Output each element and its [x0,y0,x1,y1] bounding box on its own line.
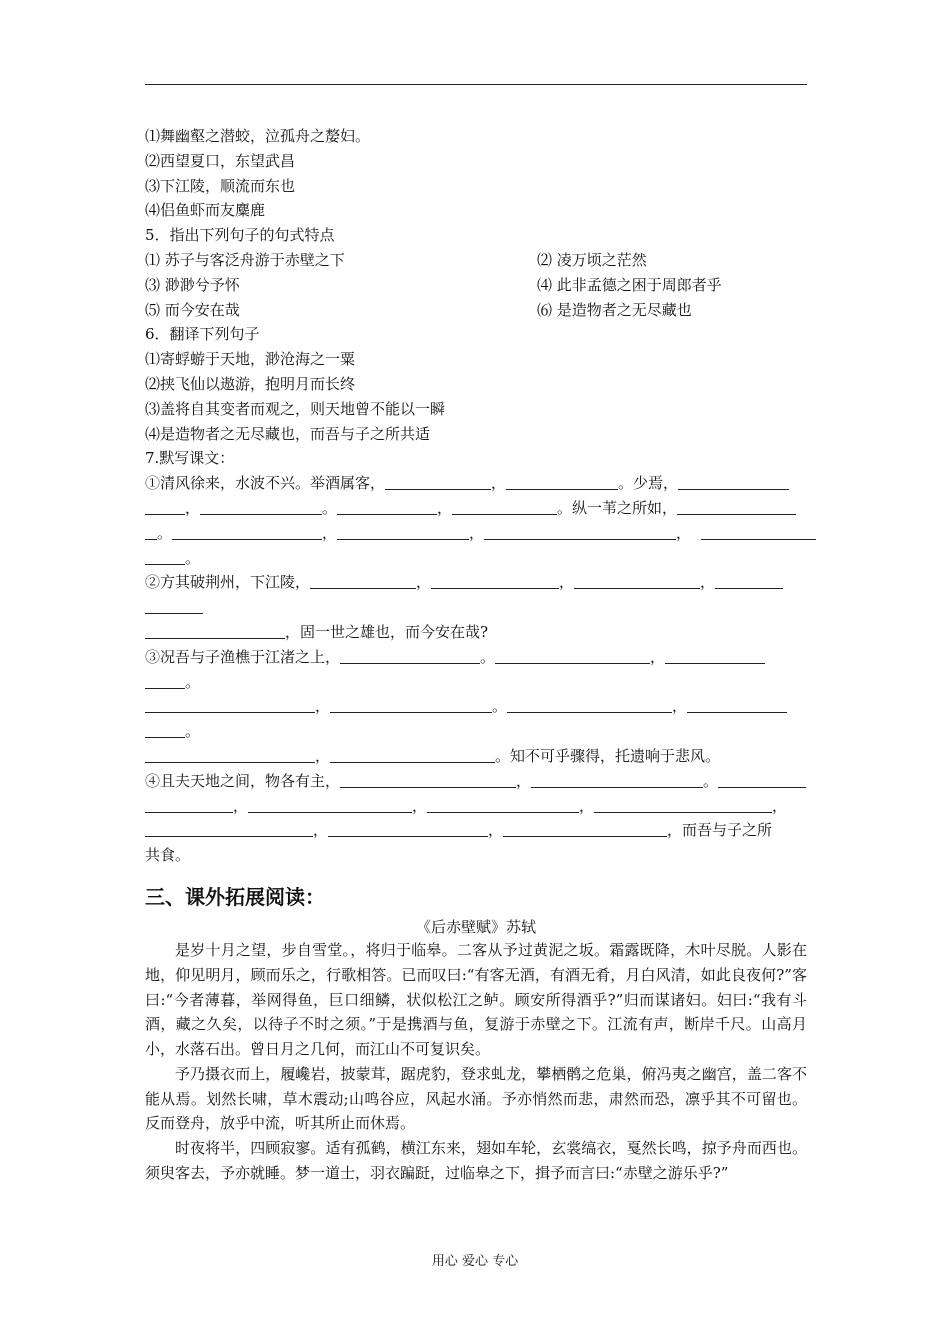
q7-p2-end: ，固一世之雄也，而今安在哉? [285,622,489,641]
blank[interactable] [248,795,412,813]
q7-p3-line1: ③况吾与子渔樵于江渚之上， 。 ， [145,645,807,670]
q7-p1-line2: ， 。 ， 。纵一苇之所如， [145,496,807,521]
q7-p1-line1: ①清风徐来，水波不兴。举酒属客， ， 。少焉， [145,471,807,496]
blank[interactable] [145,819,313,837]
blank[interactable] [145,695,315,713]
blank[interactable] [200,497,322,515]
q7-p4-end: ，而吾与子之所 [667,821,773,840]
q4-item: ⑴舞幽壑之潜蛟，泣孤舟之嫠妇。 [145,127,371,145]
page-footer: 用心 爱心 专心 [431,1254,519,1269]
q7-p2-line1: ②方其破荆州，下江陵， ， ， ， [145,570,807,595]
page-content [145,124,807,1186]
blank[interactable] [484,522,676,540]
section-title: 三、课外拓展阅读： [145,884,325,909]
blank[interactable] [718,770,806,788]
blank[interactable] [337,497,437,515]
q7-p4-line1: ④且夫天地之间，物各有主， ， 。 [145,769,807,794]
q7-p4-line2: ， ， ， ， [145,794,807,819]
blank[interactable] [427,795,579,813]
q7-p1-mid: 。少焉， [618,474,679,493]
q7-p2-start: ②方其破荆州，下江陵， [145,573,311,592]
blank[interactable] [495,646,650,664]
blank[interactable] [145,596,203,614]
q5-item: ⑸ 而今安在哉 [145,300,240,319]
blank[interactable] [385,472,491,490]
q7-p3-line2: 。 [145,670,807,695]
blank[interactable] [452,497,557,515]
q7-p1-line3: 。 ， ， ， [145,521,807,546]
q7-p4-line3: ， ， ，而吾与子之所 [145,818,807,843]
blank[interactable] [145,497,185,515]
blank[interactable] [145,795,233,813]
q5-row [145,248,807,273]
blank[interactable] [701,522,816,540]
q5-row [145,298,807,323]
blank[interactable] [431,571,559,589]
blank[interactable] [340,770,516,788]
reading-paragraph: 是岁十月之望，步自雪堂。，将归于临皋。二客从予过黄泥之坂。霜露既降，木叶尽脱。人影在地，仰见明月，顾而乐之，行歌相答。已而叹曰:“有客无酒，有酒无肴，月白风清，如此良夜何?”客曰:“今者薄暮，举网得鱼，巨口细鳞，状似松江之鲈。顾安所得酒乎?”归而谋诸妇。妇曰:“我有斗酒，藏之久矣，以待子不时之须。”于是携酒与鱼，复游于赤壁之下。江流有声，断岸千尺。山高月小，水落石出。曾日月之几何，而江山不可复识矣。 [145,940,807,1059]
q7-p4-line4: 共食。 [145,846,191,865]
q7-p4-start: ④且夫天地之间，物各有主， [145,771,341,790]
blank[interactable] [665,646,765,664]
blank[interactable] [172,522,322,540]
blank[interactable] [337,522,469,540]
q7-p3-end: 。知不可乎骤得，托遗响于悲风。 [495,746,721,765]
q6-item: ⑴寄蜉蝣于天地，渺沧海之一粟 [145,350,356,369]
blank[interactable] [145,671,185,689]
reading-title: 《后赤壁赋》苏轼 [415,917,536,936]
blank[interactable] [340,646,480,664]
header-rule [145,84,807,85]
q6-item: ⑵挟飞仙以遨游，抱明月而长终 [145,374,356,393]
q5-item: ⑷ 此非孟德之困于周郎者乎 [537,275,722,294]
q5-item: ⑶ 渺渺兮予怀 [145,275,240,294]
blank[interactable] [145,745,315,763]
q5-item: ⑴ 苏子与客泛舟游于赤壁之下 [145,250,345,269]
q6-item: ⑶盖将自其变者而观之，则天地曾不能以一瞬 [145,399,446,418]
q4-item: ⑶下江陵，顺流而东也 [145,176,296,195]
q6-item: ⑷是造物者之无尽藏也，而吾与子之所共适 [145,424,431,443]
q4-item: ⑵西望夏口，东望武昌 [145,151,296,170]
blank[interactable] [330,695,492,713]
blank[interactable] [328,819,488,837]
blank[interactable] [330,745,495,763]
blank[interactable] [531,770,703,788]
blank[interactable] [678,472,789,490]
q7-p1-mid2: 。纵一苇之所如， [557,498,678,517]
q7-p1-line4: 。 [145,546,807,571]
blank[interactable] [507,695,672,713]
q5-item: ⑵ 凌万顷之茫然 [537,250,647,269]
q7-p3-start: ③况吾与子渔樵于江渚之上， [145,647,341,666]
q7-p3-line3: ， 。 ， [145,694,807,719]
q7-title: 7.默写课文： [145,449,235,468]
reading-paragraph: 予乃摄衣而上，履巉岩，披蒙茸，踞虎豹，登求虬龙，攀栖鹘之危巢，俯冯夷之幽宫，盖二客不能从焉。划然长啸，草木震动;山鸣谷应，风起水涌。予亦悄然而悲，肃然而恐，凛乎其不可留也。反而登舟，放乎中流，听其所止而休焉。 [145,1064,807,1133]
q4-item: ⑷侣鱼虾而友麋鹿 [145,201,266,220]
q5-title: 5．指出下列句子的句式特点 [145,226,335,245]
q5-row [145,273,807,298]
q7-p2-line2 [145,595,807,620]
blank[interactable] [677,497,796,515]
blank[interactable] [574,571,700,589]
blank[interactable] [687,695,787,713]
blank[interactable] [145,720,185,738]
q5-item: ⑹ 是造物者之无尽藏也 [537,300,692,319]
blank[interactable] [503,819,667,837]
blank[interactable] [594,795,772,813]
q7-p3-line4: 。 [145,719,807,744]
blank[interactable] [715,571,783,589]
q6-title: 6．翻译下列句子 [145,325,260,344]
blank[interactable] [145,547,185,565]
blank[interactable] [145,621,285,639]
q7-p2-line3 [145,620,807,645]
q7-p3-line5: ， 。知不可乎骤得，托遗响于悲风。 [145,744,807,769]
blank[interactable] [310,571,416,589]
blank[interactable] [145,522,157,540]
blank[interactable] [506,472,618,490]
q7-p1-start: ①清风徐来，水波不兴。举酒属客， [145,474,386,493]
reading-paragraph: 时夜将半，四顾寂寥。适有孤鹤，横江东来，翅如车轮，玄裳缟衣，戛然长鸣，掠予舟而西也。须臾客去，予亦就睡。梦一道士，羽衣蹁跹，过临皋之下，揖予而言曰:“赤壁之游乐乎?” [145,1139,807,1183]
